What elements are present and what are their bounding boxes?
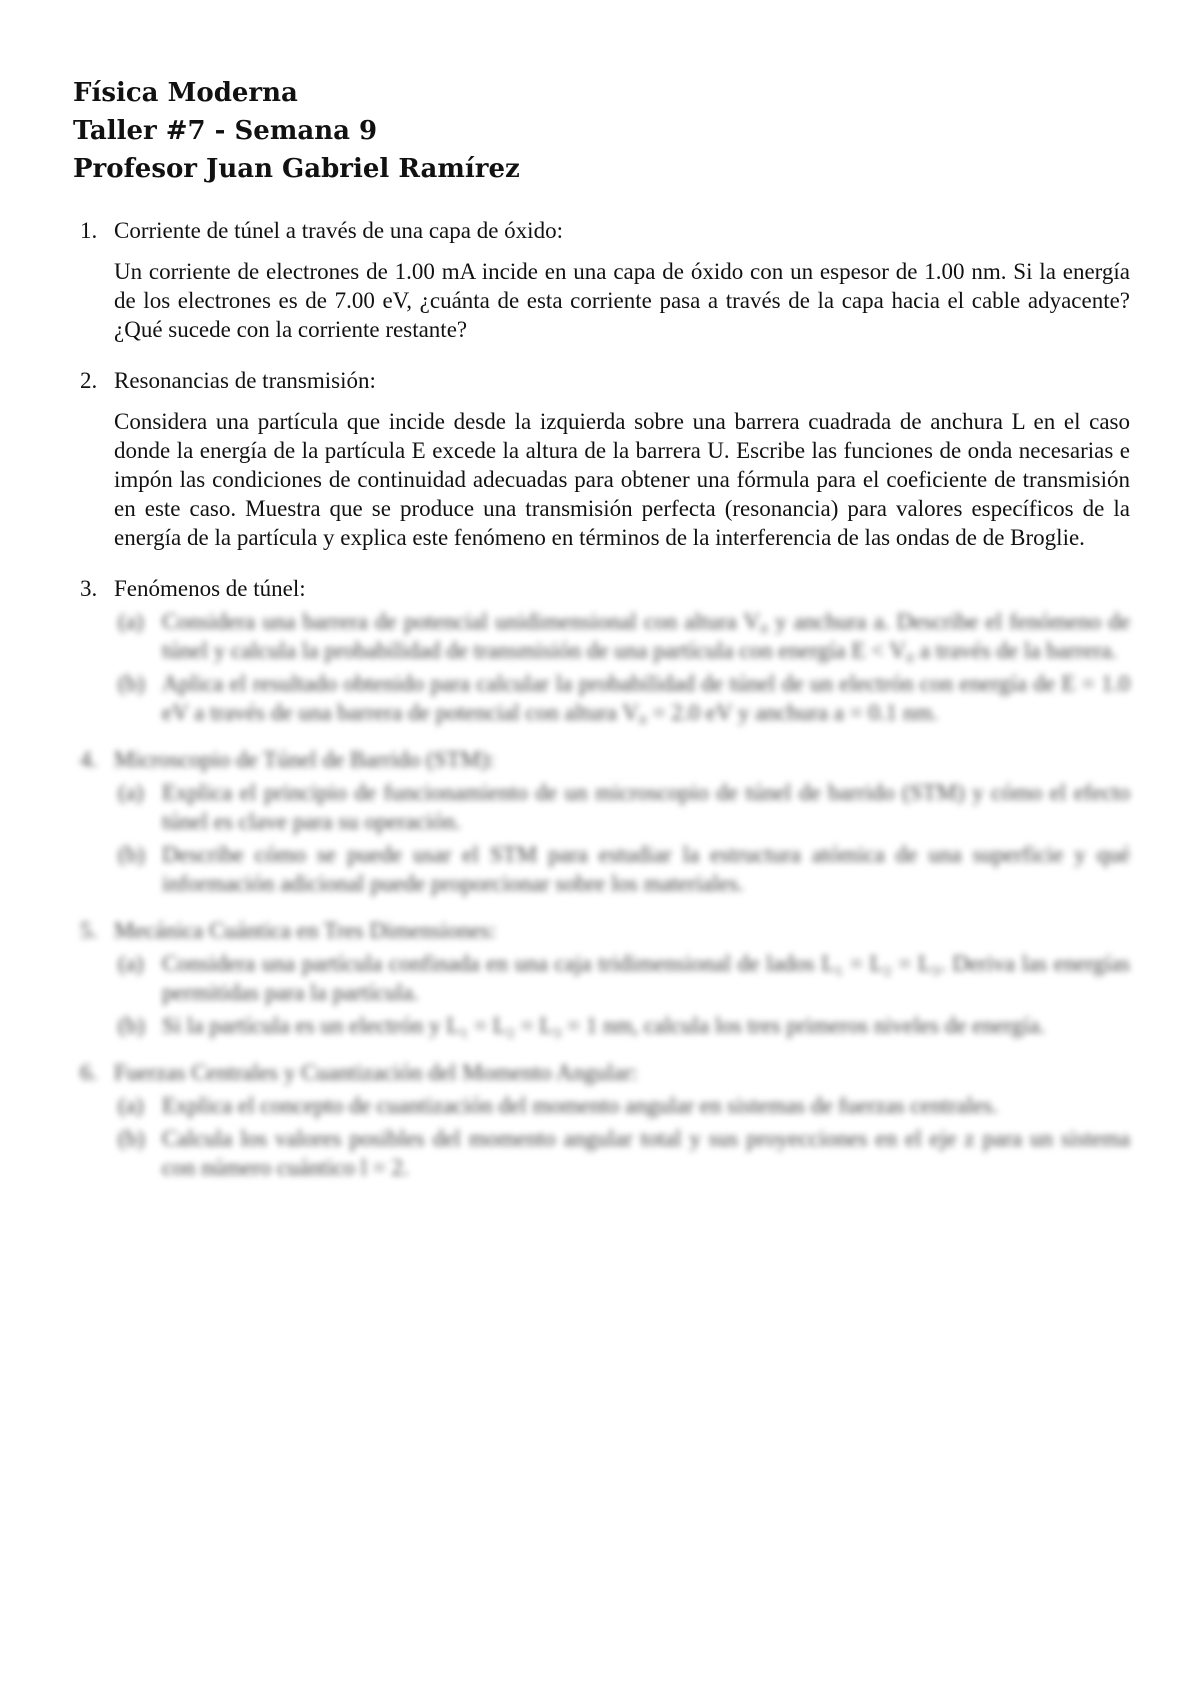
subproblem [118, 1091, 1130, 1120]
problem-item [80, 607, 1130, 727]
problem-number: 2. [80, 368, 98, 393]
problem-title: Mecánica Cuántica en Tres Dimensiones: [114, 918, 496, 943]
subproblem [118, 778, 1130, 836]
subproblem [118, 949, 1130, 1007]
problem-title: Fuerzas Centrales y Cuantización del Momento Angular: [114, 1060, 638, 1085]
problem-number: 6. [80, 1060, 98, 1085]
subproblem-text: Explica el principio de funcionamiento de un microscopio de túnel de barrido (STM) y cómo el efecto túnel es clave para su operación. [162, 780, 1130, 834]
subproblem-text: Si la partícula es un electrón y L₁ = L₂ = L₃ = 1 nm, calcula los tres primeros niveles de energía. [162, 1013, 1046, 1038]
problem-item [80, 574, 1130, 603]
subproblem-text: Describe cómo se puede usar el STM para estudiar la estructura atómica de una superficie y qué información adicional puede proporcionar sobre los materiales. [162, 842, 1130, 896]
subproblem [118, 840, 1130, 898]
subproblem-label: (a) [118, 1093, 144, 1118]
professor-name: Profesor Juan Gabriel Ramírez [73, 154, 520, 184]
document-header [73, 74, 520, 188]
problem-item [80, 366, 1130, 552]
subproblem-text: Explica el concepto de cuantización del momento angular en sistemas de fuerzas centrales. [162, 1093, 998, 1118]
problem-number: 1. [80, 218, 98, 243]
subproblem-text: Calcula los valores posibles del momento angular total y sus proyecciones en el eje z para un sistema con número cuántico l = 2. [162, 1126, 1130, 1180]
assignment-title: Taller #7 - Semana 9 [73, 116, 378, 146]
subproblem-label: (b) [118, 1013, 145, 1038]
problem-item [80, 1058, 1130, 1182]
subproblem-label: (a) [118, 780, 144, 805]
subproblem-text: Considera una barrera de potencial unidimensional con altura V₀ y anchura a. Describe el fenómeno de túnel y calcula la probabilidad de transmisión de una partícula con energía E < V₀ a través de la barrera. [162, 609, 1130, 663]
subproblem [118, 1011, 1130, 1040]
blurred-content [80, 607, 1130, 1182]
problem-title: Microscopio de Túnel de Barrido (STM): [114, 747, 495, 772]
subproblem-label: (a) [118, 609, 144, 634]
problem-item [80, 216, 1130, 344]
problem-title: Resonancias de transmisión: [114, 368, 376, 393]
problem-item [80, 916, 1130, 1040]
problem-list [80, 216, 1130, 1200]
subproblem-text: Aplica el resultado obtenido para calcular la probabilidad de túnel de un electrón con energía de E = 1.0 eV a través de una barrera de potencial con altura V₀ = 2.0 eV y anchura a = 0.1 nm. [162, 671, 1130, 725]
problem-title: Fenómenos de túnel: [114, 576, 306, 601]
subproblem [118, 1124, 1130, 1182]
subproblem-label: (b) [118, 1126, 145, 1151]
problem-number: 4. [80, 747, 98, 772]
problem-number: 3. [80, 576, 98, 601]
subproblem-label: (a) [118, 951, 144, 976]
subproblem [118, 669, 1130, 727]
subproblem-label: (b) [118, 842, 145, 867]
problem-number: 5. [80, 918, 98, 943]
course-title: Física Moderna [73, 78, 298, 108]
problem-title: Corriente de túnel a través de una capa de óxido: [114, 218, 563, 243]
subproblem-label: (b) [118, 671, 145, 696]
problem-item [80, 745, 1130, 898]
subproblem [118, 607, 1130, 665]
subproblem-text: Considera una partícula confinada en una caja tridimensional de lados L₁ = L₂ = L₃. Deriva las energías permitidas para la partícula. [162, 951, 1130, 1005]
problem-body: Considera una partícula que incide desde la izquierda sobre una barrera cuadrada de anchura L en el caso donde la energía de la partícula E excede la altura de la barrera U. Escribe las funciones de onda necesarias e impón las condiciones de continuidad adecuadas para obtener una fórmula para el coeficiente de transmisión en este caso. Muestra que se produce una transmisión perfecta (resonancia) para valores específicos de la energía de la partícula y explica este fenómeno en términos de la interferencia de las ondas de de Broglie. [114, 409, 1130, 550]
problem-body: Un corriente de electrones de 1.00 mA incide en una capa de óxido con un espesor de 1.00 nm. Si la energía de los electrones es de 7.00 eV, ¿cuánta de esta corriente pasa a través de la capa hacia el cable adyacente? ¿Qué sucede con la corriente restante? [114, 259, 1130, 342]
